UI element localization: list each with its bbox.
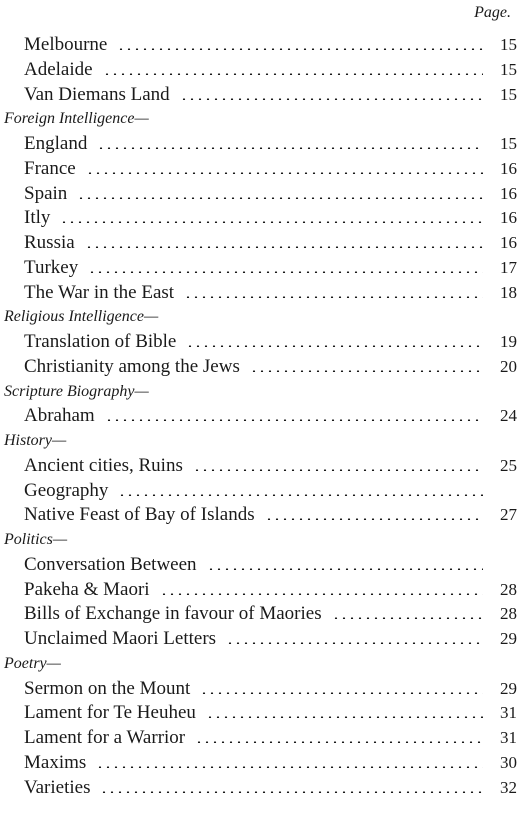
entry-page-number: 25 — [500, 455, 517, 475]
contents-entry — [0, 231, 525, 255]
entry-title: Russia — [24, 232, 75, 253]
entry-page-number: 16 — [500, 208, 517, 228]
contents-entry — [0, 256, 525, 280]
dot-leader — [207, 568, 483, 570]
contents-entry — [0, 701, 525, 725]
entry-page-number: 31 — [500, 703, 517, 723]
contents-entry — [0, 627, 525, 651]
entry-page-number: 15 — [500, 84, 517, 104]
contents-entry — [0, 330, 525, 354]
entry-page-number: 17 — [500, 257, 517, 277]
contents-entry — [0, 182, 525, 206]
entry-title: Pakeha & Maori — [24, 578, 150, 600]
dot-leader — [195, 741, 483, 743]
entry-title: Native Feast of Bay of Islands — [24, 504, 255, 526]
entry-title: Turkey — [24, 256, 79, 278]
entry-page-number: 18 — [500, 282, 517, 302]
contents-entry — [0, 776, 525, 800]
entry-title: Christianity among the Jews — [24, 355, 240, 377]
dot-leader — [97, 147, 483, 149]
contents-entry — [0, 281, 525, 305]
entry-title: England — [24, 133, 88, 154]
dot-leader — [265, 518, 483, 520]
dot-leader — [160, 593, 483, 595]
entry-title: Abraham — [24, 405, 95, 427]
entry-title: Van Diemans Land — [24, 83, 170, 105]
entry-title: Lament for Te Heuheu — [24, 702, 196, 724]
section-heading: Politics— — [4, 531, 68, 548]
dot-leader — [105, 419, 483, 421]
contents-entry — [0, 355, 525, 379]
dot-leader — [100, 791, 483, 793]
contents-entry — [0, 751, 525, 775]
entry-title: The War in the East — [24, 281, 175, 303]
contents-entry — [0, 578, 525, 602]
dot-leader — [332, 617, 483, 619]
contents-entry — [0, 677, 525, 701]
page-column-label: Page. — [474, 4, 511, 21]
dot-leader — [103, 73, 483, 75]
entry-page-number: 31 — [500, 728, 517, 747]
entry-title: Ancient cities, Ruins — [24, 454, 183, 476]
entry-page-number: 28 — [500, 579, 517, 599]
contents-entry — [0, 33, 525, 57]
entry-page-number: 16 — [500, 183, 517, 203]
dot-leader — [96, 766, 483, 768]
entry-page-number: 30 — [500, 752, 517, 772]
entry-title: Bills of Exchange in favour of Maories — [24, 603, 322, 625]
entry-page-number: 24 — [500, 406, 517, 426]
dot-leader — [226, 642, 483, 644]
dot-leader — [88, 271, 483, 273]
entry-page-number: 28 — [500, 604, 517, 624]
contents-entry — [0, 404, 525, 428]
entry-title: Geography — [24, 479, 109, 501]
dot-leader — [85, 246, 483, 248]
dot-leader — [180, 98, 483, 100]
entry-title: Sermon on the Mount — [24, 677, 191, 699]
entry-page-number: 16 — [500, 233, 517, 252]
entry-title: Translation of Bible — [24, 331, 177, 352]
contents-entry — [0, 83, 525, 107]
dot-leader — [206, 716, 483, 718]
dot-leader — [200, 692, 483, 694]
dot-leader — [118, 494, 483, 496]
contents-entry — [0, 553, 525, 577]
section-heading: History— — [4, 432, 67, 449]
entry-title: Lament for a Warrior — [24, 727, 186, 748]
contents-entry — [0, 454, 525, 478]
entry-title: France — [24, 157, 76, 179]
entry-title: Varieties — [24, 776, 91, 798]
contents-entry — [0, 726, 525, 750]
entry-page-number: 15 — [500, 134, 517, 153]
dot-leader — [193, 469, 483, 471]
entry-page-number: 16 — [500, 158, 517, 178]
entry-title: Adelaide — [24, 58, 93, 80]
contents-entry — [0, 206, 525, 230]
entry-page-number: 27 — [500, 505, 517, 525]
entry-page-number: 20 — [500, 356, 517, 376]
contents-entry — [0, 132, 525, 156]
section-heading: Foreign Intelligence— — [4, 110, 149, 128]
section-heading: Poetry— — [4, 654, 61, 672]
entry-page-number: 29 — [500, 678, 517, 698]
entry-page-number: 19 — [500, 332, 517, 351]
entry-title: Conversation Between — [24, 553, 197, 575]
contents-entry — [0, 602, 525, 626]
contents-entry — [0, 503, 525, 527]
entry-title: Maxims — [24, 751, 87, 773]
contents-entry — [0, 58, 525, 82]
dot-leader — [184, 296, 483, 298]
entry-page-number: 15 — [500, 59, 517, 79]
dot-leader — [186, 345, 483, 347]
entry-title: Itly — [24, 207, 51, 229]
dot-leader — [86, 172, 483, 174]
dot-leader — [117, 48, 483, 50]
entry-page-number: 15 — [500, 35, 517, 54]
dot-leader — [77, 197, 483, 199]
entry-title: Unclaimed Maori Letters — [24, 628, 217, 649]
section-heading: Religious Intelligence— — [4, 308, 159, 326]
dot-leader — [250, 370, 483, 372]
section-heading: Scripture Biography— — [4, 382, 149, 400]
contents-entry — [0, 157, 525, 181]
entry-page-number: 32 — [500, 777, 517, 797]
entry-page-number: 29 — [500, 629, 517, 648]
entry-title: Spain — [24, 182, 68, 204]
dot-leader — [60, 221, 483, 223]
entry-title: Melbourne — [24, 34, 108, 55]
contents-entry — [0, 479, 525, 503]
